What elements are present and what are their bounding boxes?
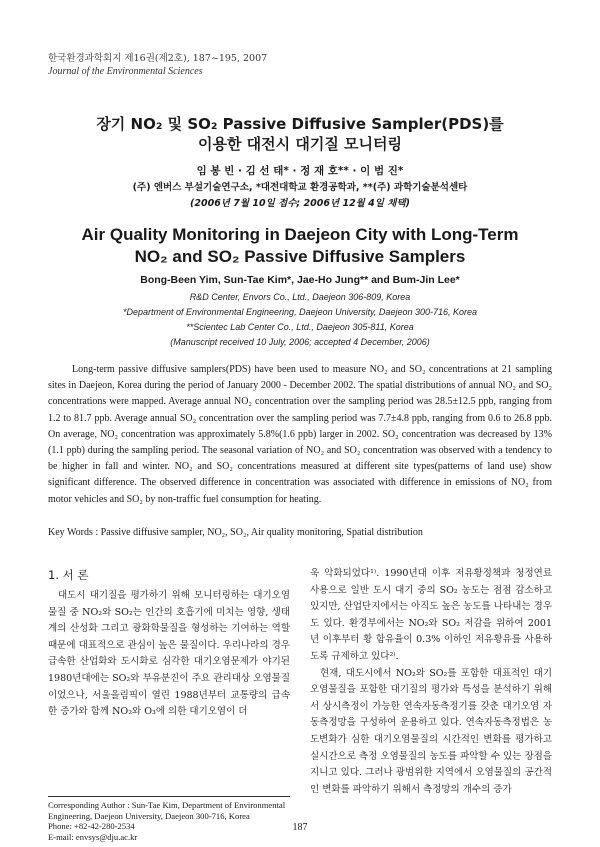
authors-korean: 임 봉 빈 · 김 선 태* · 정 재 호** · 이 범 진* bbox=[196, 165, 404, 177]
page-number: 187 bbox=[292, 822, 308, 833]
abstract: Long-term passive diffusive samplers(PDS) have been used to measure NO₂ and SO₂ concentrations at 21 sampling sites in Daejeon, Korea during the period of January 2000 - December 2002. The spatial distributions of annual NO₂ and SO₂ concentrations were mapped. Average annual NO₂ concentration over the sampling period was 28.5±12.5 ppb, ranging from 1.2 to 81.7 ppb. Average annual SO₂ concentration over the sampling period was 7.7±4.8 ppb, ranging from 0.6 to 26.8 ppb. On average, NO₂ concentration was approximately 5.8%(1.6 ppb) larger in 2002. SO₂ concentration was decreased by 13%(1.1 ppb) during the sampling period. The seasonal variation of NO₂ and SO₂ concentration was observed with a tendency to be higher in fall and winter. NO₂ and SO₂ concentrations measured at different site types(patterns of land use) show significant difference. The observed difference in concentration was associated with difference in emissions of NO₂ from motor vehicles and SO₂ by non-traffic fuel consumption for heating. bbox=[48, 364, 552, 505]
section-heading-introduction: 1. 서 론 bbox=[48, 568, 89, 582]
title-korean bbox=[0, 114, 600, 154]
corresponding-author-footnote bbox=[48, 796, 290, 842]
body-paragraph: 대도시 대기질을 평가하기 위해 모니터링하는 대기오염물질 중 NO₂와 SO₂는 인간의 호흡기에 미치는 영향, 생태계의 산성화 그리고 광화학물질을 형성하는 기여하는 역할 때문에 대표적으로 관심이 높은 물질이다. 우리나라의 경우 급속한 산업화와 도시화로 심각한 대기오염문제가 야기된 1980년대에는 SO₂와 부유분진이 주요 관리대상 오염물질이었으나, 서울올림픽이 열린 1988년부터 교통량의 급속한 증가와 함께 NO₂와 O₃에 의한 대기오염이 더 bbox=[48, 590, 290, 718]
authors-english: Bong-Been Yim, Sun-Tae Kim*, Jae-Ho Jung** and Bum-Jin Lee* bbox=[140, 274, 460, 286]
title-english-line1: Air Quality Monitoring in Daejeon City with Long-Term bbox=[81, 225, 519, 244]
received-date-korean: (2006년 7월 10일 접수; 2006년 12월 4일 채택) bbox=[190, 198, 410, 209]
manuscript-dates: (Manuscript received 10 July, 2006; accepted 4 December, 2006) bbox=[170, 337, 430, 347]
body-column-left bbox=[48, 566, 290, 721]
footnote-phone: Phone: +82-42-280-2534 bbox=[48, 821, 135, 831]
title-korean-line2: 이용한 대전시 대기질 모니터링 bbox=[197, 135, 403, 153]
journal-name-ko: 한국환경과학회지 제16권(제2호), 187~195, 2007 bbox=[48, 53, 268, 64]
body-column-right bbox=[310, 566, 552, 798]
affiliation-line: *Department of Environmental Engineering, Daejeon University, Daejeon 300-716, Korea bbox=[122, 307, 478, 317]
footnote-email: E-mail: envsys@dju.ac.kr bbox=[48, 831, 138, 842]
title-english-line2: NO₂ and SO₂ Passive Diffusive Samplers bbox=[134, 247, 466, 266]
title-korean-line1: 장기 NO₂ 및 SO₂ Passive Diffusive Sampler(PDS)를 bbox=[96, 115, 504, 133]
body-paragraph: 욱 악화되었다¹⁾. 1990년대 이후 저유황정책과 청정연료 사용으로 일반 도시 대기 중의 SO₂ 농도는 점점 감소하고 있지만, 산업단지에서는 아직도 높은 농도를 나타내는 경우도 있다. 환경부에서는 NO₂와 SO₂ 저감을 위하여 2001년 이후부터 황 함유율이 0.3% 이하인 저유황유를 사용하도록 규제하고 있다²⁾. bbox=[310, 568, 552, 662]
affiliation-korean: (주) 엔버스 부설기술연구소, *대전대학교 환경공학과, **(주) 과학기술분석센타 bbox=[132, 182, 468, 193]
keywords: Key Words : Passive diffusive sampler, NO₂, SO₂, Air quality monitoring, Spatial distribution bbox=[48, 527, 423, 538]
title-english bbox=[0, 224, 600, 268]
journal-name-en: Journal of the Environmental Sciences bbox=[48, 66, 203, 77]
affiliation-line: R&D Center, Envors Co., Ltd., Daejeon 306-809, Korea bbox=[189, 292, 411, 302]
footnote-author: Corresponding Author : Sun-Tae Kim, Department of Environmental Engineering, Daejeon University, Daejeon 300-716, Korea bbox=[48, 800, 286, 821]
body-paragraph: 현재, 대도시에서 NO₂와 SO₂를 포함한 대표적인 대기오염물질을 포함한 대기질의 평가와 특성을 분석하기 위해서 상시측정이 가능한 연속자동측정기를 갖춘 대기오염 자동측정망을 구성하여 운용하고 있다. 연속자동측정법은 농도변화가 심한 대기오염물질의 시간적인 변화를 평가하고 실시간으로 측정 오염물질의 농도를 파악할 수 있는 장점을 지니고 있다. 그러나 광범위한 지역에서 오염물질의 공간적인 변화를 파악하기 위해서 측정망의 개수의 증가 bbox=[310, 667, 552, 795]
affiliation-line: **Scientec Lab Center Co., Ltd., Daejeon 305-811, Korea bbox=[186, 322, 414, 332]
affiliations-english bbox=[0, 290, 600, 350]
journal-header bbox=[48, 52, 267, 78]
